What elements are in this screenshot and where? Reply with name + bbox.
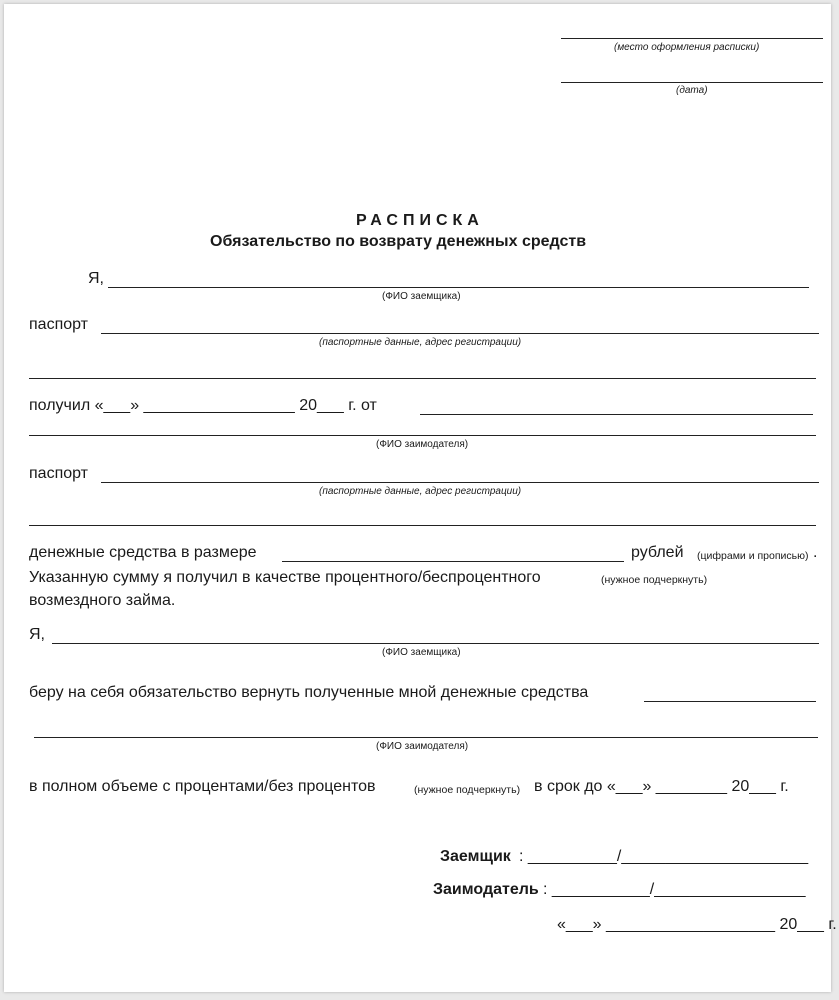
- repayment-text-2: в срок до «___» ________ 20___ г.: [534, 778, 789, 795]
- passport-1-label: паспорт: [29, 316, 88, 333]
- passport-2-label: паспорт: [29, 465, 88, 482]
- document-subtitle: Обязательство по возврату денежных средств: [210, 233, 587, 250]
- passport-1-line[interactable]: [101, 333, 819, 334]
- amount-prefix: денежные средства в размере: [29, 544, 257, 561]
- repayment-note: (нужное подчеркнуть): [414, 784, 521, 796]
- document-sheet: [4, 4, 837, 992]
- borrower-signature-fill[interactable]: : __________/_____________________: [519, 848, 809, 865]
- place-line[interactable]: [561, 38, 823, 39]
- date-caption: (дата): [676, 85, 708, 96]
- signature-date[interactable]: «___» ___________________ 20___ г.: [557, 916, 837, 933]
- received-text: получил «___» _________________ 20___ г. от: [29, 397, 377, 414]
- obligation-caption: (ФИО заимодателя): [376, 741, 469, 752]
- place-caption: (место оформления расписки): [614, 42, 760, 53]
- borrower-signature-label: Заемщик: [440, 848, 511, 865]
- loan-type-line-2: возмездного займа.: [29, 592, 176, 609]
- lender-signature-fill[interactable]: : ___________/_________________: [543, 881, 806, 898]
- passport-2-line-2[interactable]: [29, 525, 816, 526]
- lender-line-1[interactable]: [420, 414, 813, 415]
- repayment-text-1: в полном объеме с процентами/без процентов: [29, 778, 376, 795]
- passport-1-line-2[interactable]: [29, 378, 816, 379]
- amount-currency: рублей: [631, 544, 684, 561]
- amount-note: (цифрами и прописью): [697, 550, 809, 562]
- lender-caption: (ФИО заимодателя): [376, 439, 469, 450]
- date-line[interactable]: [561, 82, 823, 83]
- passport-2-caption: (паспортные данные, адрес регистрации): [319, 486, 522, 497]
- loan-type-line-1: Указанную сумму я получил в качестве процентного/беспроцентного: [29, 569, 541, 586]
- amount-line[interactable]: [282, 561, 624, 562]
- obligation-line-1[interactable]: [644, 701, 816, 702]
- borrower-name-line[interactable]: [108, 287, 809, 288]
- passport-1-caption: (паспортные данные, адрес регистрации): [319, 337, 522, 348]
- lender-line-2[interactable]: [29, 435, 816, 436]
- obligation-line-2[interactable]: [34, 737, 818, 738]
- borrower-2-prefix: Я,: [29, 626, 45, 643]
- amount-period: .: [813, 544, 818, 561]
- lender-signature-label: Заимодатель: [433, 881, 539, 898]
- borrower-2-name-line[interactable]: [52, 643, 819, 644]
- document-title: РАСПИСКА: [356, 212, 484, 229]
- borrower-prefix: Я,: [88, 270, 104, 287]
- borrower-caption: (ФИО заемщика): [382, 291, 461, 302]
- passport-2-line[interactable]: [101, 482, 819, 483]
- loan-type-note: (нужное подчеркнуть): [601, 574, 708, 586]
- obligation-text: беру на себя обязательство вернуть полученные мной денежные средства: [29, 684, 589, 701]
- borrower-2-caption: (ФИО заемщика): [382, 647, 461, 658]
